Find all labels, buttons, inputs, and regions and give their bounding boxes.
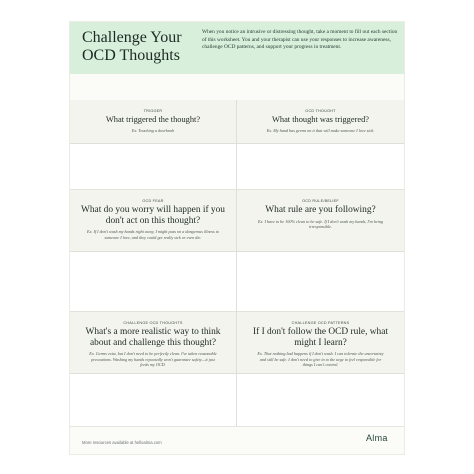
section-example: Ex. That nothing bad happens if I don't wash. I can tolerate the uncertainty and still be safe. I don't need to give in to the urge to feel responsible for things I can't control. [257,351,384,368]
section-example: Ex. I have to be 100% clean to be safe. If I don't wash my hands, I'm being irresponsible. [257,218,384,230]
section-label: OCD THOUGHT [305,109,336,113]
section-question: What rule are you following? [265,205,376,215]
worksheet-header [70,22,404,74]
footer-divider [70,426,404,427]
section-example: Ex. Germs exist, but I don't need to be perfectly clean. I've taken reasonable precautions. Washing my hands repeatedly won't guarantee safety—it just feeds my OCD. [89,351,217,368]
section-ocd-fear [70,190,236,252]
section-question: What's a more realistic way to think about and challenge this thought? [85,327,221,348]
column-divider [236,100,237,426]
section-example: Ex. If I don't wash my hands right away, I might pass on a dangerous illness to someone I love, and they could get really sick or even die. [87,229,219,240]
section-trigger [70,100,236,144]
footer-resources: More resources available at helloalma.com [82,440,162,445]
answer-area-challenge-thoughts[interactable] [70,374,236,426]
alma-logo: Alma [366,433,388,443]
section-question: What do you worry will happen if you don't act on this thought? [81,205,225,226]
section-ocd-thought [237,100,404,144]
section-ocd-rule [237,190,404,252]
section-question: What triggered the thought? [105,115,201,124]
section-question: If I don't follow the OCD rule, what might I learn? [253,327,388,348]
worksheet-intro: When you notice an intrusive or distressing thought, take a moment to fill out each section of this worksheet. You and your therapist can use your responses to increase awareness, challenge OCD patterns, and support your progress in treatment. [202,29,398,51]
answer-area-trigger[interactable] [70,144,236,190]
answer-area-ocd-rule[interactable] [237,252,404,312]
answer-area-challenge-patterns[interactable] [237,374,404,426]
section-label: TRIGGER [143,109,163,113]
section-challenge-thoughts [70,312,236,374]
answer-area-ocd-fear[interactable] [70,252,236,312]
worksheet-title: Challenge Your OCD Thoughts [82,29,182,64]
section-label: CHALLENGE OCD THOUGHTS [123,321,183,325]
section-question: What thought was triggered? [272,115,369,124]
section-label: OCD FEAR [142,199,164,203]
section-example: Ex. Touching a doorknob [131,127,175,133]
section-label: CHALLENGE OCD PATTERNS [291,321,350,325]
answer-area-ocd-thought[interactable] [237,144,404,190]
section-example: Ex. My hand has germs on it that will make someone I love sick. [266,127,375,133]
worksheet-page [70,22,404,454]
section-label: OCD RULE/BELIEF [302,199,339,203]
section-challenge-patterns [237,312,404,374]
